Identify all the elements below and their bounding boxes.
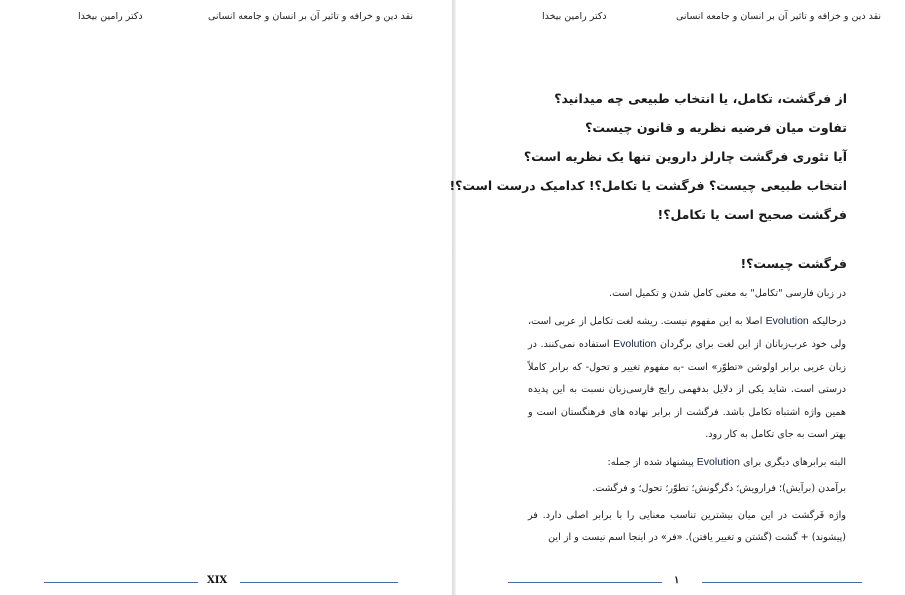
right-page: [449, 0, 905, 595]
header-title: نقد دین و خرافه و تاثیر آن بر انسان و جامعه انسانی: [208, 11, 414, 22]
header-author: دکتر رامین بیخدا: [78, 11, 143, 22]
footer-rule-right: [702, 582, 862, 583]
english-term: Evolution: [613, 338, 657, 350]
question-item: انتخاب طبیعی چیست؟ فرگشت یا تکامل؟! کدامیک درست است؟!: [449, 178, 847, 193]
left-page: [0, 0, 452, 595]
question-list: [449, 88, 847, 233]
footer-rule-left: [44, 582, 198, 583]
question-item: فرگشت صحیح است یا تکامل؟!: [657, 207, 847, 222]
english-term: Evolution: [765, 314, 809, 327]
footer-rule-left: [508, 582, 662, 583]
header-author: دکتر رامین بیخدا: [542, 11, 607, 22]
body-text: [528, 283, 846, 550]
paragraph-4: برآمدن (برآیش)؛ فرارویش؛ دگرگونش؛ تطوّر؛ تحول؛ و فرگشت.: [592, 483, 846, 494]
english-term: Evolution: [696, 455, 740, 468]
page-number: XIX: [207, 575, 228, 586]
question-item: آیا تئوری فرگشت چارلز داروین تنها یک نظریه است؟: [523, 149, 847, 164]
question-item: تفاوت میان فرضیه نظریه و قانون چیست؟: [585, 120, 847, 135]
question-item: از فرگشت، تکامل، یا انتخاب طبیعی چه میدانید؟: [554, 91, 847, 106]
footer-rule-right: [240, 582, 398, 583]
paragraph-3: البته برابرهای دیگری برای Evolution پیشنهاد شده از جمله:: [607, 455, 846, 468]
page-number: ۱: [674, 575, 680, 586]
paragraph-5: واژه فَرگشت در این میان بیشترین تناسب معنایی را با برابر اصلی دارد. فر (پیشوند) + گشت (گشتن و تغییر یافتن). «فر» در اینجا اسم نیست و از این: [528, 509, 846, 543]
paragraph-1: در زبان فارسی "تکامل" به معنی کامل شدن و تکمیل است.: [609, 288, 846, 299]
section-title: فرگشت چیست؟!: [740, 256, 847, 271]
header-title: نقد دین و خرافه و تاثیر آن بر انسان و جامعه انسانی: [676, 11, 882, 22]
paragraph-2: درحالیکه Evolution اصلا به این مفهوم نیست. ریشه لغت تکامل از عربی است، ولی خود عرب‌زبانان از این لغت برای برگردان Evolution استفاده نمی‌کنند. در زبان عربی برابر اولوشن «تطوّر» است -به مفهوم تغییر و تحول- که برابر کاملاً درستی است. شاید یکی از دلایل بدفهمی رایج فارسی‌زبان نسبت به این پدیده همین واژه اشتباه تکامل باشد. فرگشت از برابر نهاده های فرهنگستان است و بهتر است به جای تکامل به کار رود.: [528, 314, 846, 440]
